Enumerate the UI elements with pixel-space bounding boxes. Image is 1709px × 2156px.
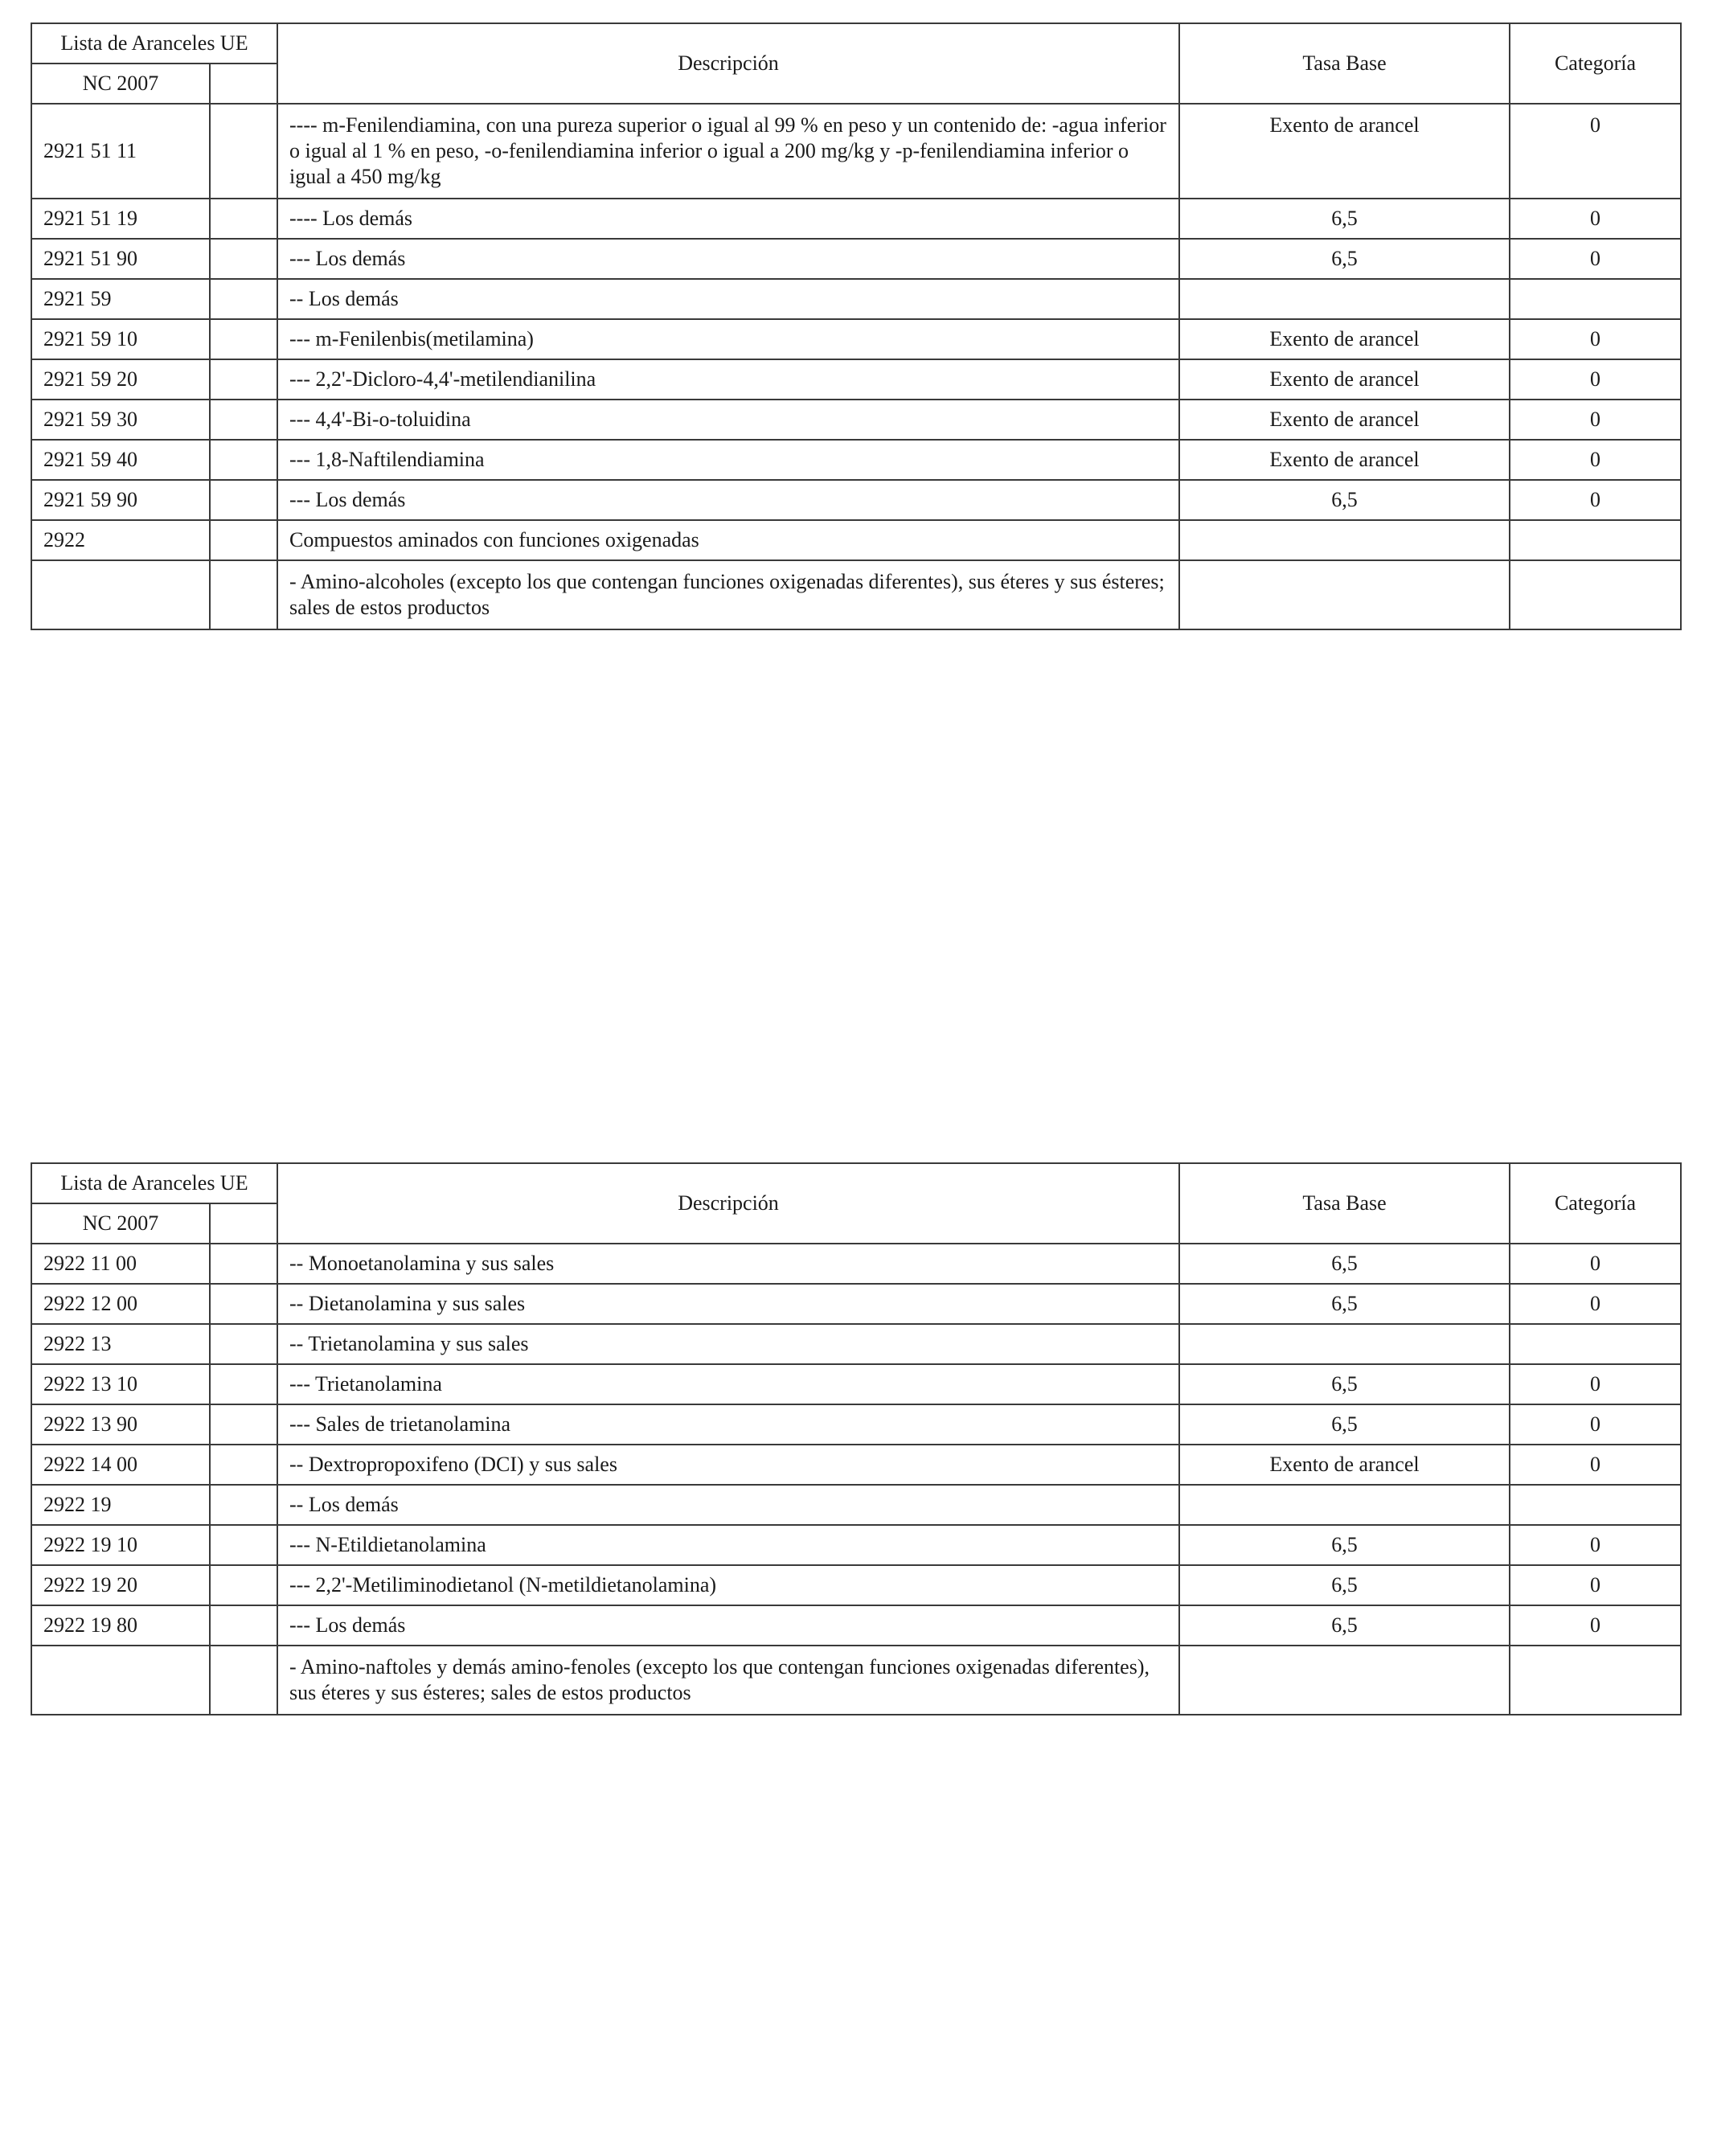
tariff-code-cell: 2922 19 80 <box>31 1605 210 1646</box>
base-rate-cell <box>1179 1324 1510 1364</box>
description-cell: -- Los demás <box>277 279 1179 319</box>
table-row <box>31 1364 1681 1404</box>
tariff-code-cell: 2922 13 90 <box>31 1404 210 1445</box>
tariff-code-cell: 2921 59 30 <box>31 400 210 440</box>
category-cell <box>1510 560 1681 629</box>
base-rate-cell: 6,5 <box>1179 1565 1510 1605</box>
header-rate: Tasa Base <box>1179 23 1510 104</box>
base-rate-cell <box>1179 1646 1510 1715</box>
table-row <box>31 440 1681 480</box>
table-row <box>31 560 1681 629</box>
table-row <box>31 1244 1681 1284</box>
table-row <box>31 1324 1681 1364</box>
subcode-cell <box>210 199 277 239</box>
base-rate-cell <box>1179 520 1510 560</box>
base-rate-cell <box>1179 279 1510 319</box>
description-cell: - Amino-naftoles y demás amino-fenoles (excepto los que contengan funciones oxigenadas diferentes), sus éteres y sus ésteres; sales de estos productos <box>277 1646 1179 1715</box>
subcode-cell <box>210 1404 277 1445</box>
description-cell: --- Sales de trietanolamina <box>277 1404 1179 1445</box>
description-cell: -- Los demás <box>277 1485 1179 1525</box>
subcode-cell <box>210 1605 277 1646</box>
category-cell: 0 <box>1510 1605 1681 1646</box>
table-row <box>31 400 1681 440</box>
category-cell <box>1510 1324 1681 1364</box>
description-cell: --- 2,2'-Metiliminodietanol (N-metildietanolamina) <box>277 1565 1179 1605</box>
category-cell: 0 <box>1510 440 1681 480</box>
subcode-cell <box>210 104 277 199</box>
tariff-code-cell: 2922 19 10 <box>31 1525 210 1565</box>
base-rate-cell: 6,5 <box>1179 480 1510 520</box>
category-cell: 0 <box>1510 199 1681 239</box>
base-rate-cell: 6,5 <box>1179 199 1510 239</box>
base-rate-cell: 6,5 <box>1179 1244 1510 1284</box>
tariff-code-cell: 2922 <box>31 520 210 560</box>
base-rate-cell: Exento de arancel <box>1179 440 1510 480</box>
table-row <box>31 239 1681 279</box>
category-cell <box>1510 279 1681 319</box>
description-cell: --- Los demás <box>277 239 1179 279</box>
base-rate-cell: Exento de arancel <box>1179 319 1510 359</box>
category-cell: 0 <box>1510 239 1681 279</box>
tariff-code-cell: 2922 13 10 <box>31 1364 210 1404</box>
tariff-code-cell <box>31 560 210 629</box>
base-rate-cell: 6,5 <box>1179 1284 1510 1324</box>
category-cell <box>1510 1485 1681 1525</box>
description-cell: - Amino-alcoholes (excepto los que contengan funciones oxigenadas diferentes), sus éteres y sus ésteres; sales de estos productos <box>277 560 1179 629</box>
category-cell: 0 <box>1510 480 1681 520</box>
table-row <box>31 480 1681 520</box>
subcode-cell <box>210 480 277 520</box>
table-row <box>31 279 1681 319</box>
description-cell: -- Dextropropoxifeno (DCI) y sus sales <box>277 1445 1179 1485</box>
header-nc-blank <box>210 64 277 104</box>
subcode-cell <box>210 1646 277 1715</box>
table-row <box>31 104 1681 199</box>
tariff-code-cell: 2922 19 20 <box>31 1565 210 1605</box>
subcode-cell <box>210 1364 277 1404</box>
category-cell: 0 <box>1510 1244 1681 1284</box>
header-category: Categoría <box>1510 1163 1681 1244</box>
table-row <box>31 1646 1681 1715</box>
description-cell: --- 4,4'-Bi-o-toluidina <box>277 400 1179 440</box>
tariff-code-cell: 2922 11 00 <box>31 1244 210 1284</box>
description-cell: ---- Los demás <box>277 199 1179 239</box>
tariff-code-cell <box>31 1646 210 1715</box>
subcode-cell <box>210 359 277 400</box>
header-description: Descripción <box>277 23 1179 104</box>
description-cell: --- 1,8-Naftilendiamina <box>277 440 1179 480</box>
tariff-code-cell: 2921 59 20 <box>31 359 210 400</box>
description-cell: --- 2,2'-Dicloro-4,4'-metilendianilina <box>277 359 1179 400</box>
tariff-code-cell: 2921 59 40 <box>31 440 210 480</box>
tariff-code-cell: 2921 59 <box>31 279 210 319</box>
header-list-label: Lista de Aranceles UE <box>31 1163 277 1203</box>
header-nc-label: NC 2007 <box>31 64 210 104</box>
header-description: Descripción <box>277 1163 1179 1244</box>
table-row <box>31 319 1681 359</box>
description-cell: --- N-Etildietanolamina <box>277 1525 1179 1565</box>
tariff-code-cell: 2922 14 00 <box>31 1445 210 1485</box>
table-row <box>31 199 1681 239</box>
header-nc-blank <box>210 1203 277 1244</box>
header-category: Categoría <box>1510 23 1681 104</box>
base-rate-cell: Exento de arancel <box>1179 104 1510 199</box>
description-cell: --- m-Fenilenbis(metilamina) <box>277 319 1179 359</box>
base-rate-cell: 6,5 <box>1179 1364 1510 1404</box>
subcode-cell <box>210 1324 277 1364</box>
table-row <box>31 1605 1681 1646</box>
category-cell: 0 <box>1510 400 1681 440</box>
description-cell: -- Monoetanolamina y sus sales <box>277 1244 1179 1284</box>
subcode-cell <box>210 1445 277 1485</box>
description-cell: -- Trietanolamina y sus sales <box>277 1324 1179 1364</box>
category-cell: 0 <box>1510 319 1681 359</box>
tariff-code-cell: 2921 59 90 <box>31 480 210 520</box>
subcode-cell <box>210 560 277 629</box>
description-cell: ---- m-Fenilendiamina, con una pureza superior o igual al 99 % en peso y un contenido de: -agua inferior o igual al 1 % en peso, -o-fenilendiamina inferior o igual a 200 mg/kg y -p-fenilendiamina inferior o igual a 450 mg/kg <box>277 104 1179 199</box>
description-cell: --- Los demás <box>277 480 1179 520</box>
table-row <box>31 1525 1681 1565</box>
base-rate-cell: 6,5 <box>1179 1525 1510 1565</box>
description-cell: Compuestos aminados con funciones oxigenadas <box>277 520 1179 560</box>
tariff-code-cell: 2921 51 19 <box>31 199 210 239</box>
category-cell: 0 <box>1510 359 1681 400</box>
tariff-code-cell: 2922 13 <box>31 1324 210 1364</box>
category-cell: 0 <box>1510 1445 1681 1485</box>
category-cell: 0 <box>1510 1525 1681 1565</box>
subcode-cell <box>210 1284 277 1324</box>
subcode-cell <box>210 1485 277 1525</box>
base-rate-cell: Exento de arancel <box>1179 1445 1510 1485</box>
subcode-cell <box>210 1244 277 1284</box>
tariff-code-cell: 2922 19 <box>31 1485 210 1525</box>
subcode-cell <box>210 440 277 480</box>
header-list-label: Lista de Aranceles UE <box>31 23 277 64</box>
table-row <box>31 1284 1681 1324</box>
header-rate: Tasa Base <box>1179 1163 1510 1244</box>
table-row <box>31 1565 1681 1605</box>
base-rate-cell: 6,5 <box>1179 239 1510 279</box>
description-cell: --- Los demás <box>277 1605 1179 1646</box>
base-rate-cell <box>1179 560 1510 629</box>
category-cell <box>1510 520 1681 560</box>
category-cell: 0 <box>1510 1565 1681 1605</box>
subcode-cell <box>210 1565 277 1605</box>
table-row <box>31 520 1681 560</box>
subcode-cell <box>210 1525 277 1565</box>
subcode-cell <box>210 520 277 560</box>
header-nc-label: NC 2007 <box>31 1203 210 1244</box>
tariff-code-cell: 2921 59 10 <box>31 319 210 359</box>
subcode-cell <box>210 279 277 319</box>
base-rate-cell <box>1179 1485 1510 1525</box>
tariff-code-cell: 2922 12 00 <box>31 1284 210 1324</box>
category-cell: 0 <box>1510 1404 1681 1445</box>
base-rate-cell: 6,5 <box>1179 1404 1510 1445</box>
category-cell <box>1510 1646 1681 1715</box>
tariff-code-cell: 2921 51 90 <box>31 239 210 279</box>
tariff-code-cell: 2921 51 11 <box>31 104 210 199</box>
category-cell: 0 <box>1510 1284 1681 1324</box>
base-rate-cell: 6,5 <box>1179 1605 1510 1646</box>
table-row <box>31 359 1681 400</box>
subcode-cell <box>210 239 277 279</box>
category-cell: 0 <box>1510 104 1681 199</box>
base-rate-cell: Exento de arancel <box>1179 359 1510 400</box>
table-row <box>31 1404 1681 1445</box>
base-rate-cell: Exento de arancel <box>1179 400 1510 440</box>
description-cell: --- Trietanolamina <box>277 1364 1179 1404</box>
description-cell: -- Dietanolamina y sus sales <box>277 1284 1179 1324</box>
subcode-cell <box>210 400 277 440</box>
table-row <box>31 1445 1681 1485</box>
table-row <box>31 1485 1681 1525</box>
subcode-cell <box>210 319 277 359</box>
tariff-table-2 <box>31 1162 1682 1715</box>
tariff-table-1 <box>31 23 1682 630</box>
category-cell: 0 <box>1510 1364 1681 1404</box>
